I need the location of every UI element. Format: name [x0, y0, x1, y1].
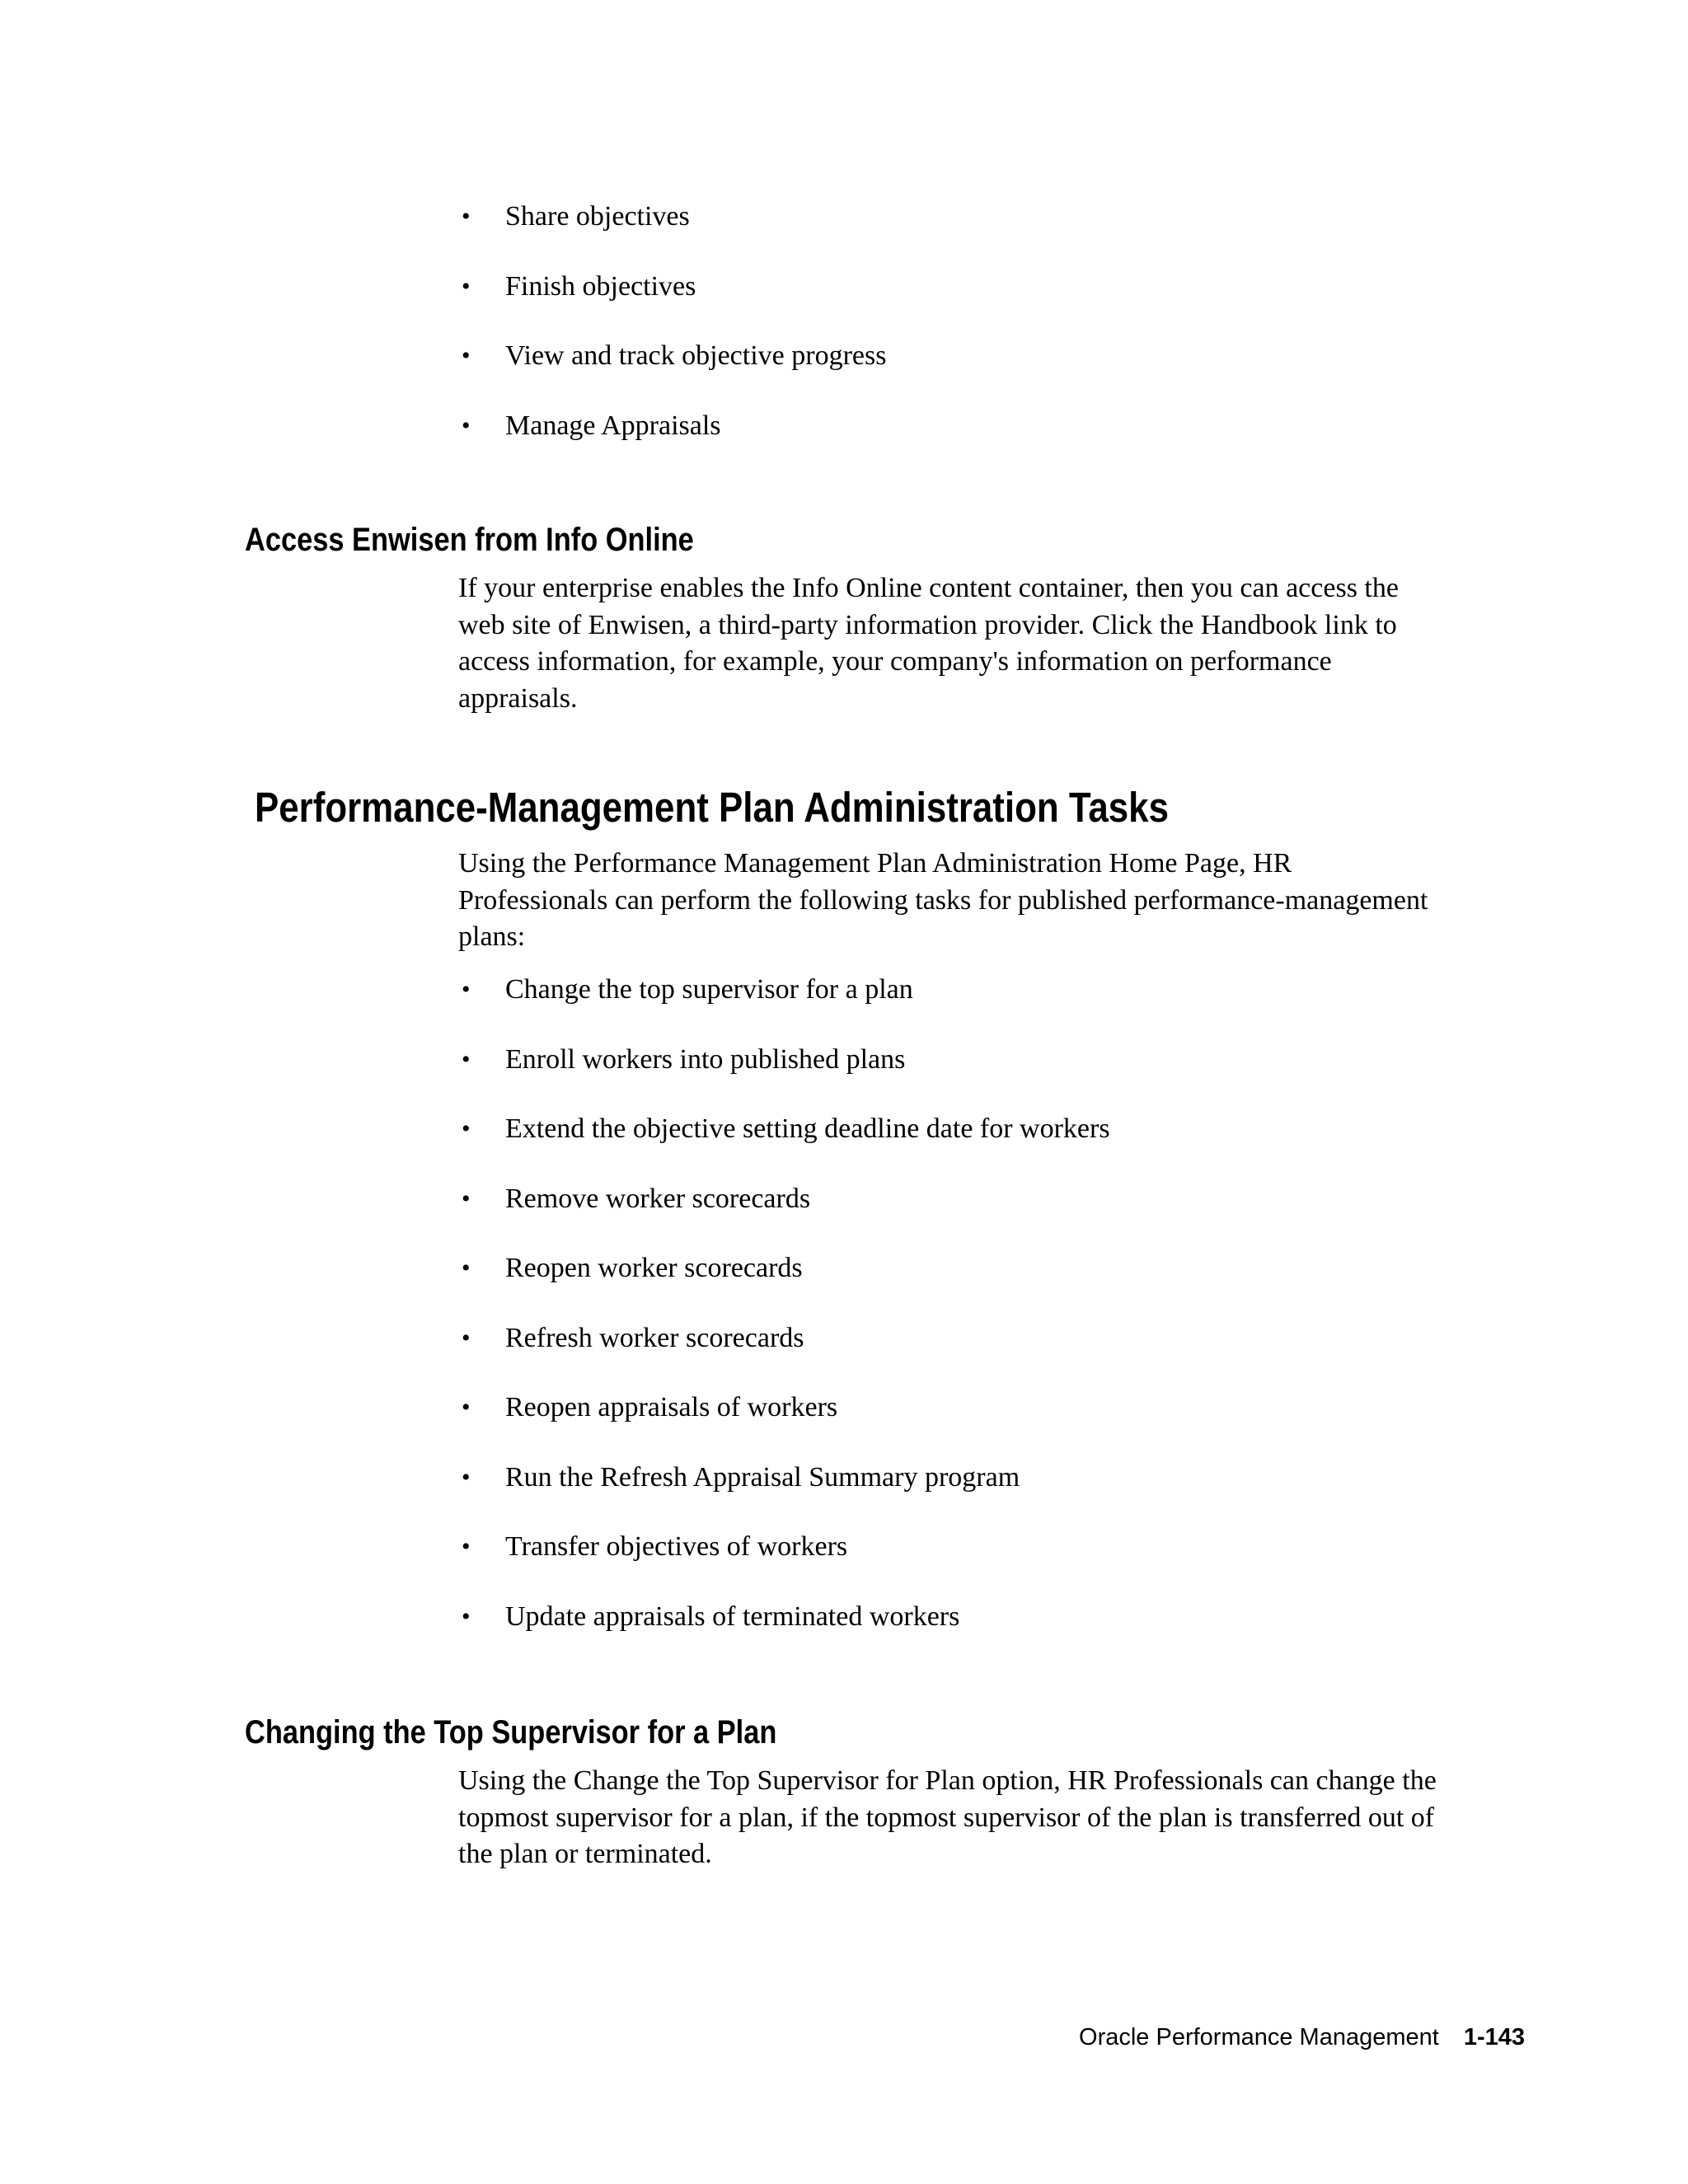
- list-item-text: Remove worker scorecards: [505, 1183, 811, 1214]
- list-item-text: Extend the objective setting deadline date for workers: [505, 1113, 1110, 1144]
- paragraph-line: Using the Change the Top Supervisor for Plan option, HR Professionals can change the: [458, 1765, 1437, 1796]
- list-item-text: Reopen appraisals of workers: [505, 1392, 838, 1422]
- bullet-icon: •: [462, 1463, 471, 1491]
- list-item: [458, 267, 886, 337]
- section-heading-admin-tasks: Performance-Management Plan Administration Tasks: [255, 784, 1169, 831]
- bullet-icon: •: [462, 1184, 471, 1212]
- list-item: [458, 1109, 1110, 1179]
- list-item-text: Reopen worker scorecards: [505, 1253, 803, 1283]
- paragraph-enwisen: [458, 570, 1530, 717]
- paragraph-admin-intro: [458, 846, 1530, 956]
- list-item-text: Update appraisals of terminated workers: [505, 1601, 960, 1632]
- bullet-icon: •: [462, 1602, 471, 1630]
- list-item-text: Finish objectives: [505, 270, 696, 302]
- list-item-text: Manage Appraisals: [505, 410, 721, 441]
- list-item: [458, 336, 886, 406]
- paragraph-line: If your enterprise enables the Info Online content container, then you can access the: [458, 573, 1399, 603]
- paragraph-top-supervisor: [458, 1763, 1530, 1873]
- list-item: [458, 1249, 1110, 1319]
- list-item: [458, 1040, 1110, 1110]
- list-item-text: Enroll workers into published plans: [505, 1043, 906, 1075]
- paragraph-line: the plan or terminated.: [458, 1839, 712, 1869]
- footer-doc-title: Oracle Performance Management: [1079, 2024, 1439, 2050]
- list-item-text: Refresh worker scorecards: [505, 1322, 804, 1353]
- paragraph-line: topmost supervisor for a plan, if the topmost supervisor of the plan is transferred out of: [458, 1802, 1435, 1833]
- admin-task-list: [458, 970, 1110, 1666]
- list-item: [458, 1179, 1110, 1249]
- paragraph-line: plans:: [458, 921, 526, 952]
- paragraph-line: Using the Performance Management Plan Administration Home Page, HR: [458, 848, 1292, 879]
- bullet-icon: •: [462, 1254, 471, 1282]
- page-footer: [989, 2021, 1525, 2054]
- list-item: [458, 197, 886, 267]
- bullet-icon: •: [462, 342, 471, 369]
- section-heading-top-supervisor: Changing the Top Supervisor for a Plan: [245, 1714, 777, 1750]
- bullet-icon: •: [462, 203, 471, 230]
- bullet-icon: •: [462, 976, 471, 1003]
- list-item: [458, 1458, 1110, 1528]
- list-item-text: Transfer objectives of workers: [505, 1531, 848, 1562]
- list-item: [458, 1388, 1110, 1458]
- paragraph-line: appraisals.: [458, 682, 578, 714]
- list-item: [458, 1319, 1110, 1389]
- paragraph-line: Professionals can perform the following tasks for published performance-management: [458, 884, 1428, 916]
- bullet-icon: •: [462, 411, 471, 439]
- list-item: [458, 970, 1110, 1040]
- list-item-text: Share objectives: [505, 201, 690, 232]
- intro-bullet-list: [458, 197, 886, 476]
- list-item: [458, 1527, 1110, 1597]
- paragraph-line: access information, for example, your company's information on performance: [458, 646, 1332, 677]
- list-item: [458, 406, 886, 476]
- bullet-icon: •: [462, 1394, 471, 1421]
- section-heading-enwisen: Access Enwisen from Info Online: [245, 522, 694, 558]
- page-number: 1-143: [1463, 2024, 1525, 2050]
- list-item-text: Run the Refresh Appraisal Summary program: [505, 1461, 1020, 1493]
- list-item-text: View and track objective progress: [505, 340, 887, 371]
- bullet-icon: •: [462, 1115, 471, 1142]
- paragraph-line: web site of Enwisen, a third-party information provider. Click the Handbook link to: [458, 609, 1397, 640]
- bullet-icon: •: [462, 1045, 471, 1073]
- list-item: [458, 1597, 1110, 1667]
- bullet-icon: •: [462, 272, 471, 300]
- bullet-icon: •: [462, 1533, 471, 1560]
- list-item-text: Change the top supervisor for a plan: [505, 974, 913, 1005]
- bullet-icon: •: [462, 1324, 471, 1352]
